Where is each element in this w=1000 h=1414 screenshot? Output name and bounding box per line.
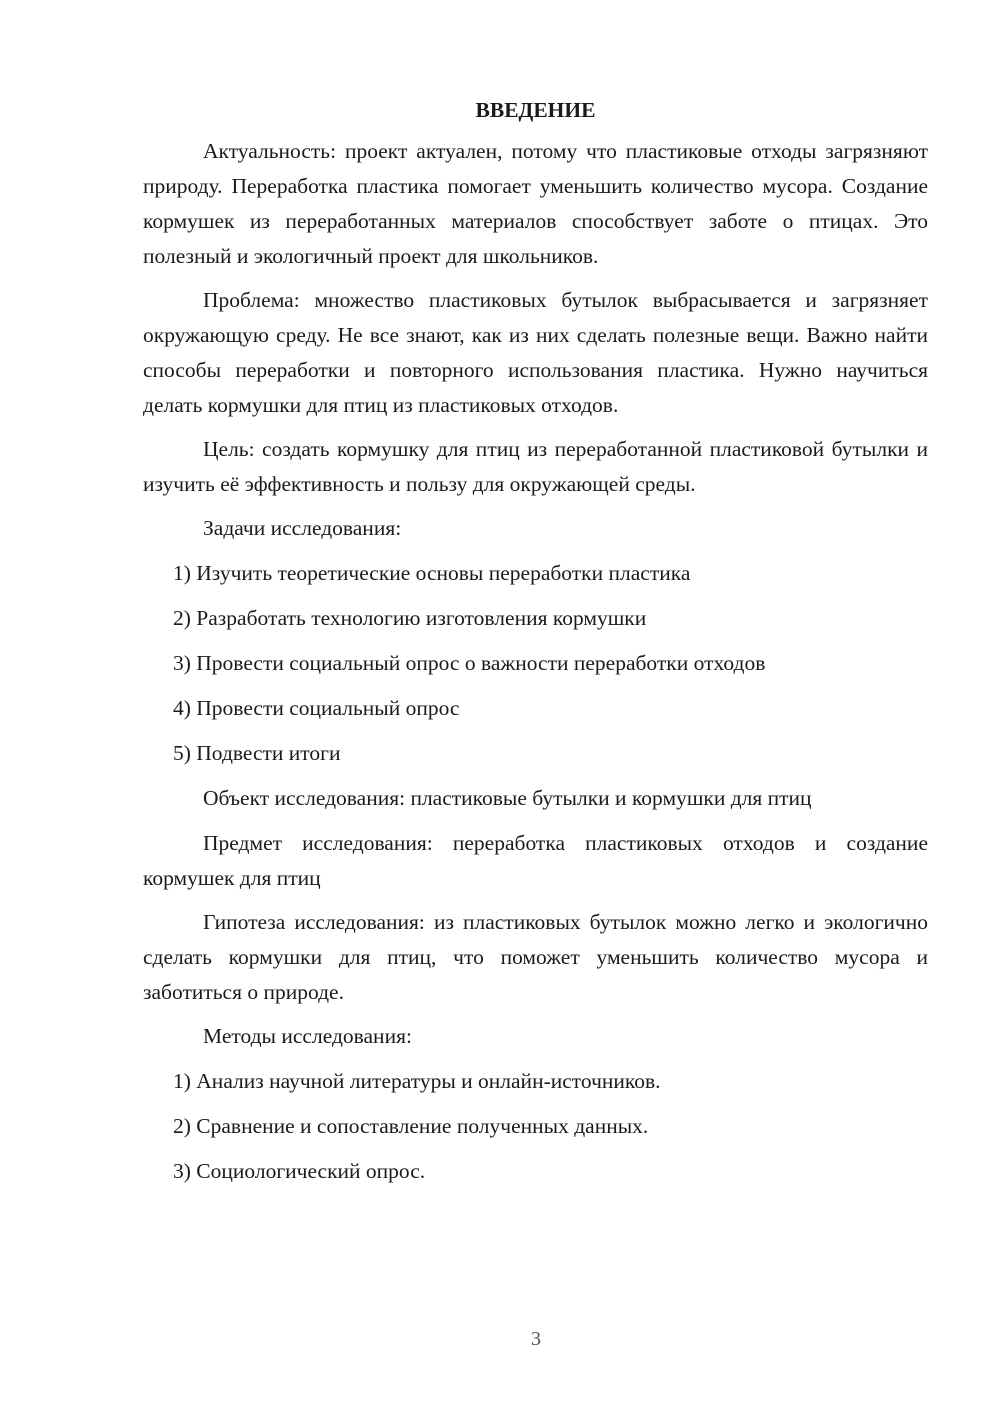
task-item-1: 1) Изучить теоретические основы переработки пластика [173, 561, 691, 585]
task-item-2: 2) Разработать технологию изготовления кормушки [173, 606, 647, 630]
tasks-title: Задачи исследования: [203, 516, 402, 540]
method-item-3: 3) Социологический опрос. [173, 1159, 426, 1183]
relevance-paragraph: Актуальность: проект актуален, потому что пластиковые отходы загрязняют природу. Переработка пластика помогает уменьшить количество мусора. Создание кормушек из переработанных материалов способствует заботе о птицах. Это полезный и экологичный проект для школьников. [143, 139, 928, 268]
task-item-3: 3) Провести социальный опрос о важности переработки отходов [173, 651, 766, 675]
page-content [143, 93, 928, 1199]
hypothesis-paragraph: Гипотеза исследования: из пластиковых бутылок можно легко и экологично сделать кормушки для птиц, что поможет уменьшить количество мусора и заботиться о природе. [143, 910, 928, 1004]
task-item-4: 4) Провести социальный опрос [173, 696, 460, 720]
page-number: 3 [531, 1328, 541, 1350]
goal-paragraph: Цель: создать кормушку для птиц из переработанной пластиковой бутылки и изучить её эффективность и пользу для окружающей среды. [143, 437, 928, 496]
methods-title: Методы исследования: [203, 1024, 412, 1048]
problem-paragraph: Проблема: множество пластиковых бутылок выбрасывается и загрязняет окружающую среду. Не все знают, как из них сделать полезные вещи. Важно найти способы переработки и повторного использования пластика. Нужно научиться делать кормушки для птиц из пластиковых отходов. [143, 288, 928, 417]
tasks-list [143, 556, 928, 771]
method-item-1: 1) Анализ научной литературы и онлайн-источников. [173, 1069, 661, 1093]
task-item-5: 5) Подвести итоги [173, 741, 341, 765]
section-heading: ВВЕДЕНИЕ [475, 98, 596, 122]
object-paragraph: Объект исследования: пластиковые бутылки и кормушки для птиц [203, 786, 812, 810]
method-item-2: 2) Сравнение и сопоставление полученных данных. [173, 1114, 649, 1138]
subject-paragraph: Предмет исследования: переработка пластиковых отходов и создание кормушек для птиц [143, 831, 928, 890]
methods-list [143, 1064, 928, 1189]
